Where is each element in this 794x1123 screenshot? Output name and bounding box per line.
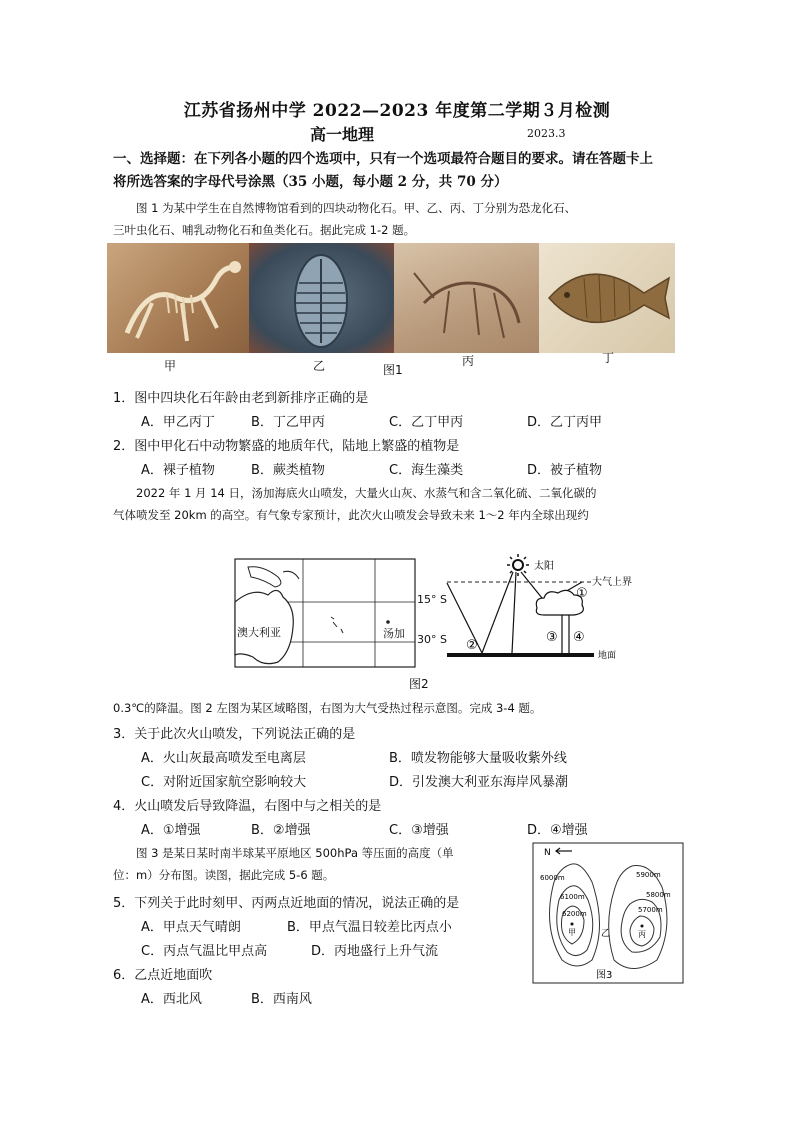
contour-5700-label: 5700m (638, 906, 663, 914)
sun-label: 太阳 (534, 561, 554, 572)
fig3-caption: 图3 (596, 970, 613, 981)
fig2-intro (113, 482, 688, 526)
fig1-caption: 图1 (383, 363, 403, 377)
process-2-label: ② (466, 638, 478, 653)
map-label-tonga: 汤加 (383, 627, 405, 640)
q6-stem: 6．乙点近地面吹 (113, 968, 213, 983)
contour-6000-label: 6000m (540, 874, 565, 882)
q2-option-b: B．蕨类植物 (251, 463, 325, 478)
fig3-intro-line2: 位：m）分布图。读图，据此完成 5-6 题。 (113, 868, 335, 882)
q3-option-a: A．火山灰最高喷发至电离层 (141, 751, 306, 766)
subject-title: 高一地理 (310, 125, 375, 144)
north-label: N (544, 848, 551, 858)
lat-label-15s: 15° S (417, 593, 447, 606)
contour-6100-label: 6100m (560, 893, 585, 901)
fossil-photo-ding (539, 243, 675, 353)
exam-title: 江苏省扬州中学 2022—2023 年度第二学期３月检测 (183, 101, 611, 121)
point-yi-label: 乙 (601, 929, 611, 939)
process-1-label: ① (576, 586, 588, 601)
q2-option-a: A．裸子植物 (141, 463, 215, 478)
fig3-intro (113, 842, 521, 886)
section-heading (113, 148, 683, 194)
sun-icon (507, 554, 529, 576)
q5-option-d: D．丙地盛行上升气流 (311, 944, 439, 959)
q1-option-d: D．乙丁丙甲 (527, 415, 603, 430)
q3-option-c: C．对附近国家航空影响较大 (141, 775, 307, 790)
q3-stem: 3．关于此次火山喷发，下列说法正确的是 (113, 727, 356, 742)
fig1-intro-line2: 三叶虫化石、哺乳动物化石和鱼类化石。据此完成 1-2 题。 (113, 223, 416, 237)
fish-fossil-icon (539, 243, 675, 353)
q6-option-b: B．西南风 (251, 992, 312, 1007)
ground-label: 地面 (598, 651, 617, 661)
isobaric-contour-map (532, 842, 684, 984)
section-heading-line2: 将所选答案的字母代号涂黑（35 小题，每小题 2 分，共 70 分） (113, 174, 508, 190)
trilobite-fossil-icon (249, 243, 394, 353)
fig3-intro-line1: 图 3 是某日某时南半球某平原地区 500hPa 等压面的高度（单 (136, 846, 454, 860)
fossil-label-bing: 丙 (462, 354, 475, 368)
fossil-label-yi: 乙 (313, 359, 326, 373)
map-label-australia: 澳大利亚 (237, 626, 281, 639)
mammal-fossil-icon (394, 243, 539, 353)
q4-option-c: C．③增强 (389, 823, 449, 838)
q5-option-a: A．甲点天气晴朗 (141, 920, 241, 935)
process-4-label: ④ (573, 630, 585, 645)
fig2-caption: 图2 (409, 677, 429, 691)
fig1-intro (113, 197, 683, 241)
q4-option-b: B．②增强 (251, 823, 311, 838)
contour-5800-label: 5800m (646, 891, 671, 899)
lat-label-30s: 30° S (417, 633, 447, 646)
process-3-label: ③ (546, 630, 558, 645)
region-map (233, 557, 443, 672)
point-bing-label: 丙 (638, 930, 646, 939)
q2-option-d: D．被子植物 (527, 463, 603, 478)
section-heading-line1: 一、选择题：在下列各小题的四个选项中，只有一个选项最符合题目的要求。请在答题卡上 (113, 151, 653, 167)
q1-option-a: A．甲乙丙丁 (141, 415, 215, 430)
fig2-intro-line2: 气体喷发至 20km 的高空。有气象专家预计，此次火山喷发会导致未来 1～2 年内全球出现约 (113, 508, 589, 522)
q1-option-b: B．丁乙甲丙 (251, 415, 325, 430)
q1-stem: 1．图中四块化石年龄由老到新排序正确的是 (113, 391, 369, 406)
q2-option-c: C．海生藻类 (389, 463, 464, 478)
fossil-photo-jia (107, 243, 249, 353)
fossil-label-jia: 甲 (164, 359, 177, 373)
fossil-label-ding: 丁 (602, 351, 615, 365)
atmosphere-top-label: 大气上界 (592, 577, 632, 588)
q4-option-d: D．④增强 (527, 823, 588, 838)
contour-5900-label: 5900m (636, 871, 661, 879)
fossil-photo-bing (394, 243, 539, 353)
q4-option-a: A．①增强 (141, 823, 201, 838)
fig2-intro-line3: 0.3℃的降温。图 2 左图为某区域略图，右图为大气受热过程示意图。完成 3-4 题。 (113, 701, 542, 715)
q4-stem: 4．火山喷发后导致降温，右图中与之相关的是 (113, 799, 382, 814)
atmospheric-heating-diagram (442, 553, 642, 665)
point-jia-label: 甲 (568, 928, 576, 937)
exam-date: 2023.3 (527, 127, 566, 140)
q3-option-b: B．喷发物能够大量吸收紫外线 (389, 751, 567, 766)
fig2-intro-line1: 2022 年 1 月 14 日，汤加海底火山喷发，大量火山灰、水蒸气和含二氧化硫、二氧化碳的 (136, 486, 597, 500)
fossil-photo-yi (249, 243, 394, 353)
q2-stem: 2．图中甲化石中动物繁盛的地质年代，陆地上繁盛的植物是 (113, 439, 460, 454)
q5-option-c: C．丙点气温比甲点高 (141, 944, 268, 959)
q1-option-c: C．乙丁甲丙 (389, 415, 464, 430)
q5-option-b: B．甲点气温日较差比丙点小 (287, 920, 452, 935)
contour-6200-label: 6200m (562, 910, 587, 918)
q3-option-d: D．引发澳大利亚东海岸风暴潮 (389, 775, 569, 790)
q5-stem: 5．下列关于此时刻甲、丙两点近地面的情况，说法正确的是 (113, 896, 460, 911)
dinosaur-fossil-icon (107, 243, 249, 353)
fig1-intro-line1: 图 1 为某中学生在自然博物馆看到的四块动物化石。甲、乙、丙、丁分别为恐龙化石、 (136, 201, 577, 215)
q6-option-a: A．西北风 (141, 992, 202, 1007)
